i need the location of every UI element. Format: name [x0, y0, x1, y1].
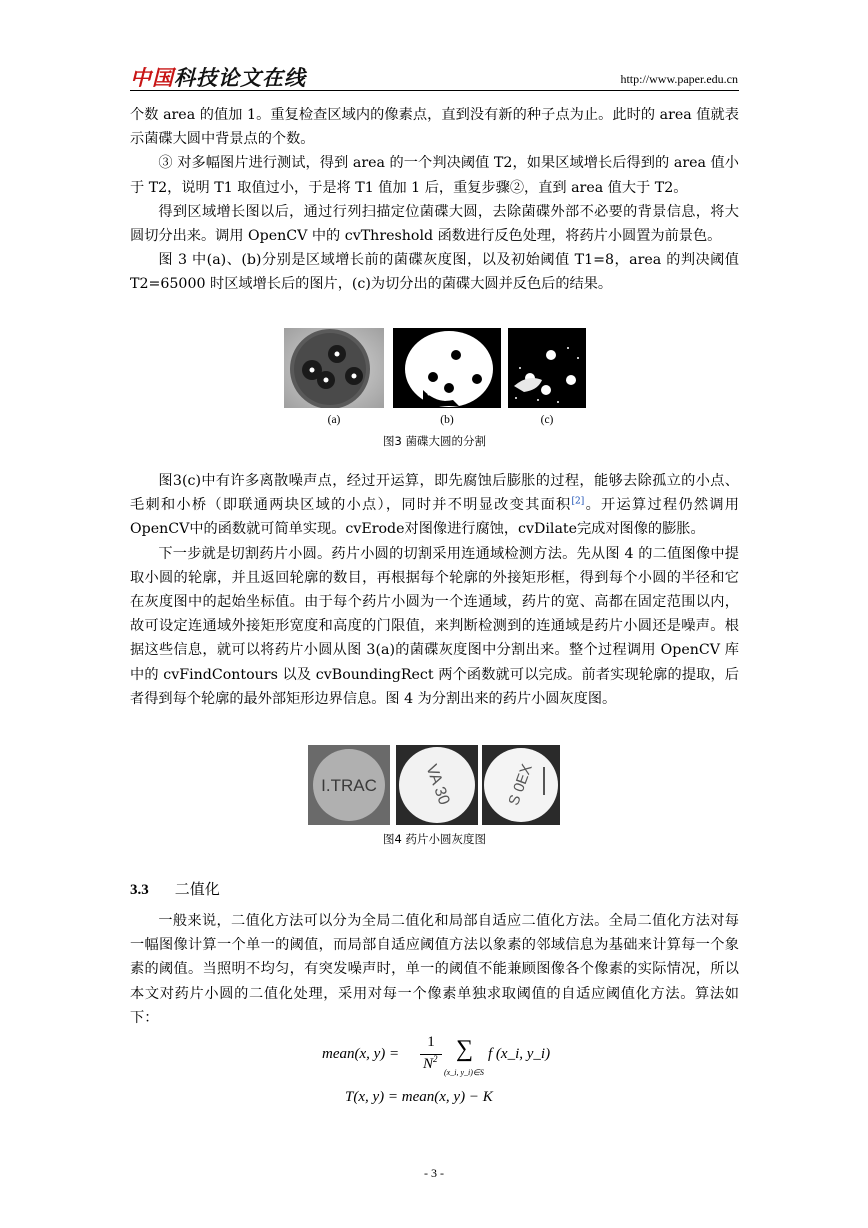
- paragraph: ③ 对多幅图片进行测试，得到 area 的一个判决阈值 T2，如果区域增长后得到的 area 值小于 T2，说明 T1 取值过小，于是将 T1 值加 1 后，重复步骤②，直到 area 值大于 T2。: [130, 155, 739, 196]
- paragraph-opening: [130, 469, 739, 542]
- paragraphs-top: [130, 103, 739, 297]
- formula-frac-bar: [420, 1054, 442, 1055]
- paragraph-text: 。开运算过程仍然调用OpenCV中的函数就可简单实现。cvErode对图像进行腐蚀，cvDilate完成对图像的膨胀。: [130, 497, 739, 538]
- paragraph-text: 图3(c)中有许多离散噪声点，经过开运算，即先腐蚀后膨胀的过程，能够去除孤立的小点、毛刺和小桥（即联通两块区域的小点），同时并不明显改变其面积: [130, 473, 739, 514]
- figure4-tablet-1: [308, 745, 390, 825]
- formula-sum-sign: ∑: [456, 1036, 474, 1062]
- formula-mean-lhs: mean(x, y) =: [322, 1046, 400, 1062]
- tablet-text: S 0EX: [505, 761, 536, 808]
- section-heading: [130, 878, 220, 899]
- logo-black-part: 科技论文在线: [174, 66, 306, 90]
- formula-frac-num: 1: [427, 1034, 435, 1050]
- formula-mean-rhs: f (x_i, y_i): [488, 1046, 551, 1062]
- figure4-tablet-2: [396, 745, 478, 825]
- paragraph: 个数 area 的值加 1。重复检查区域内的像素点，直到没有新的种子点为止。此时的 area 值就表示菌碟大圆中背景点的个数。: [130, 107, 739, 148]
- figure3-image-b: [393, 328, 501, 408]
- formula-threshold: T(x, y) = mean(x, y) − K: [345, 1089, 493, 1105]
- header-rule: [130, 90, 739, 91]
- formula-frac-den-base: N: [423, 1056, 434, 1072]
- logo-red-part: 中国: [130, 66, 174, 90]
- section-title: 二值化: [174, 880, 220, 898]
- figure4-caption: 图4 药片小圆灰度图: [383, 832, 486, 846]
- formula-frac-den-sup: 2: [433, 1054, 438, 1064]
- tablet-text: I.TRAC: [321, 776, 377, 795]
- tablet-text: VA 30: [422, 762, 453, 808]
- paragraph: 图 3 中(a)、(b)分别是区域增长前的菌碟灰度图，以及初始阈值 T1=8，area 的判决阈值 T2=65000 时区域增长后的图片，(c)为切分出的菌碟大圆并反色后的结果。: [130, 252, 739, 293]
- formula-sum-subscript: (x_i, y_i)∈S: [444, 1068, 484, 1077]
- paragraph-bottom: [130, 909, 739, 1030]
- citation-link[interactable]: [2]: [571, 496, 585, 507]
- journal-logo: [130, 62, 306, 92]
- header-url[interactable]: http://www.paper.edu.cn: [620, 72, 738, 86]
- figure4-tablet-3: [482, 745, 560, 825]
- paragraph: 得到区域增长图以后，通过行列扫描定位菌碟大圆，去除菌碟外部不必要的背景信息，将大圆切分出来。调用 OpenCV 中的 cvThreshold 函数进行反色处理，将药片小圆置为前景色。: [130, 203, 739, 245]
- figure3-caption: 图3 菌碟大圆的分割: [383, 434, 486, 448]
- page-number: - 3 -: [424, 1166, 444, 1180]
- formula-mean: [322, 1034, 582, 1084]
- figure3-image-c: [508, 328, 586, 408]
- formula-frac-den: [423, 1056, 438, 1073]
- figure3-label-b: (b): [440, 414, 454, 426]
- paragraphs-mid: [130, 469, 739, 711]
- section-number: 3.3: [130, 882, 149, 898]
- figure3-label-c: (c): [540, 414, 554, 426]
- paragraph: 一般来说，二值化方法可以分为全局二值化和局部自适应二值化方法。全局二值化方法对每一幅图像计算一个单一的阈值，而局部自适应阈值方法以象素的邻域信息为基础来计算每一个象素的阈值。当照明不均匀，有突发噪声时，单一的阈值不能兼顾图像各个像素的实际情况，所以本文对药片小圆的二值化处理，采用对每一个像素单独求取阈值的自适应阈值化方法。算法如下：: [130, 913, 739, 1026]
- figure3-image-a: [284, 328, 384, 408]
- paragraph: 下一步就是切割药片小圆。药片小圆的切割采用连通域检测方法。先从图 4 的二值图像中提取小圆的轮廓，并且返回轮廓的数目，再根据每个轮廓的外接矩形框，得到每个小圆的半径和它在灰度图中的起始坐标值。由于每个药片小圆为一个连通域，药片的宽、高都在固定范围以内，故可设定连通域外接矩形宽度和高度的门限值，来判断检测到的连通域是药片小圆还是噪声。根据这些信息，就可以将药片小圆从图 3(a)的菌碟灰度图中分割出来。整个过程调用 OpenCV 库中的 cvFindContours 以及 cvBoundingRect 两个函数就可以完成。前者实现轮廓的提取，后者得到每个轮廓的最外部矩形边界信息。图 4 为分割出来的药片小圆灰度图。: [130, 545, 739, 707]
- figure3-label-a: (a): [327, 414, 341, 426]
